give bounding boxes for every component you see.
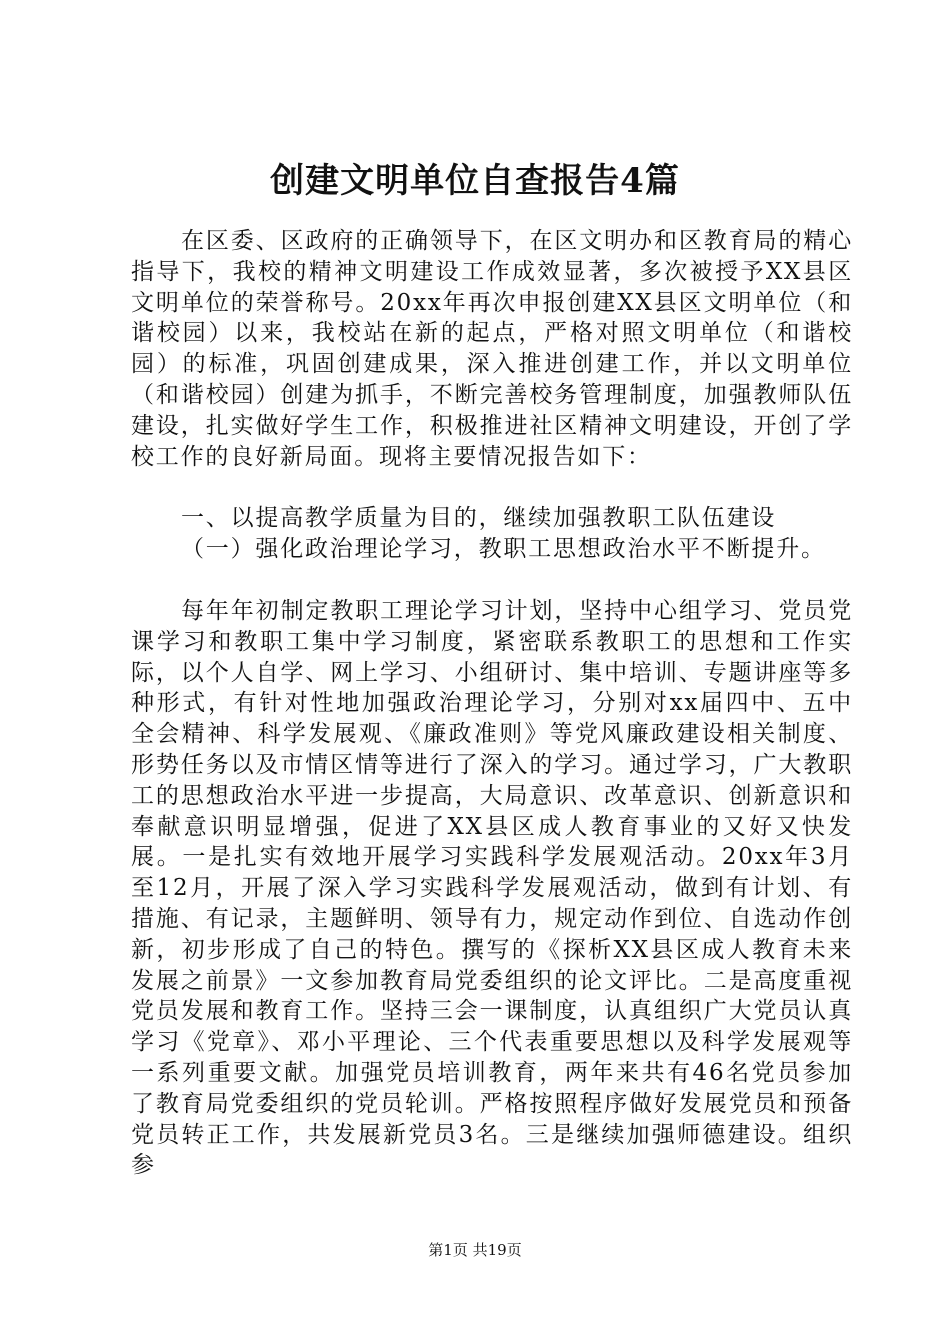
document-title: 创建文明单位自查报告4篇	[270, 161, 680, 201]
page-footer: 第1页 共19页	[428, 1241, 522, 1259]
body-paragraph: 每年年初制定教职工理论学习计划，坚持中心组学习、党员党课学习和教职工集中学习制度，紧密联系教职工的思想和工作实际，以个人自学、网上学习、小组研讨、集中培训、专题讲座等多种形式，有针对性地加强政治理论学习，分别对xx届四中、五中全会精神、科学发展观、《廉政准则》等党风廉政建设相关制度、形势任务以及市情区情等进行了深入的学习。通过学习，广大教职工的思想政治水平进一步提高，大局意识、改革意识、创新意识和奉献意识明显增强，促进了XX县区成人教育事业的又好又快发展。一是扎实有效地开展学习实践科学发展观活动。20xx年3月至12月，开展了深入学习实践科学发展观活动，做到有计划、有措施、有记录，主题鲜明、领导有力，规定动作到位、自选动作创新，初步形成了自己的特色。撰写的《探析XX县区成人教育未来发展之前景》一文参加教育局党委组织的论文评比。二是高度重视党员发展和教育工作。坚持三会一课制度，认真组织广大党员认真学习《党章》、邓小平理论、三个代表重要思想以及科学发展观等一系列重要文献。加强党员培训教育，两年来共有46名党员参加了教育局党委组织的党员轮训。严格按照程序做好发展党员和预备党员转正工作，共发展新党员3名。三是继续加强师德建设。组织参	[131, 598, 853, 1179]
intro-paragraph: 在区委、区政府的正确领导下，在区文明办和区教育局的精心指导下，我校的精神文明建设工作成效显著，多次被授予XX县区文明单位的荣誉称号。20xx年再次申报创建XX县区文明单位（和谐校园）以来，我校站在新的起点，严格对照文明单位（和谐校园）的标准，巩固创建成果，深入推进创建工作，并以文明单位（和谐校园）创建为抓手，不断完善校务管理制度，加强教师队伍建设，扎实做好学生工作，积极推进社区精神文明建设，开创了学校工作的良好新局面。现将主要情况报告如下：	[131, 228, 853, 470]
section-heading: 一、以提高教学质量为目的，继续加强教职工队伍建设	[181, 505, 777, 531]
subsection-heading: （一）强化政治理论学习，教职工思想政治水平不断提升。	[181, 536, 826, 562]
